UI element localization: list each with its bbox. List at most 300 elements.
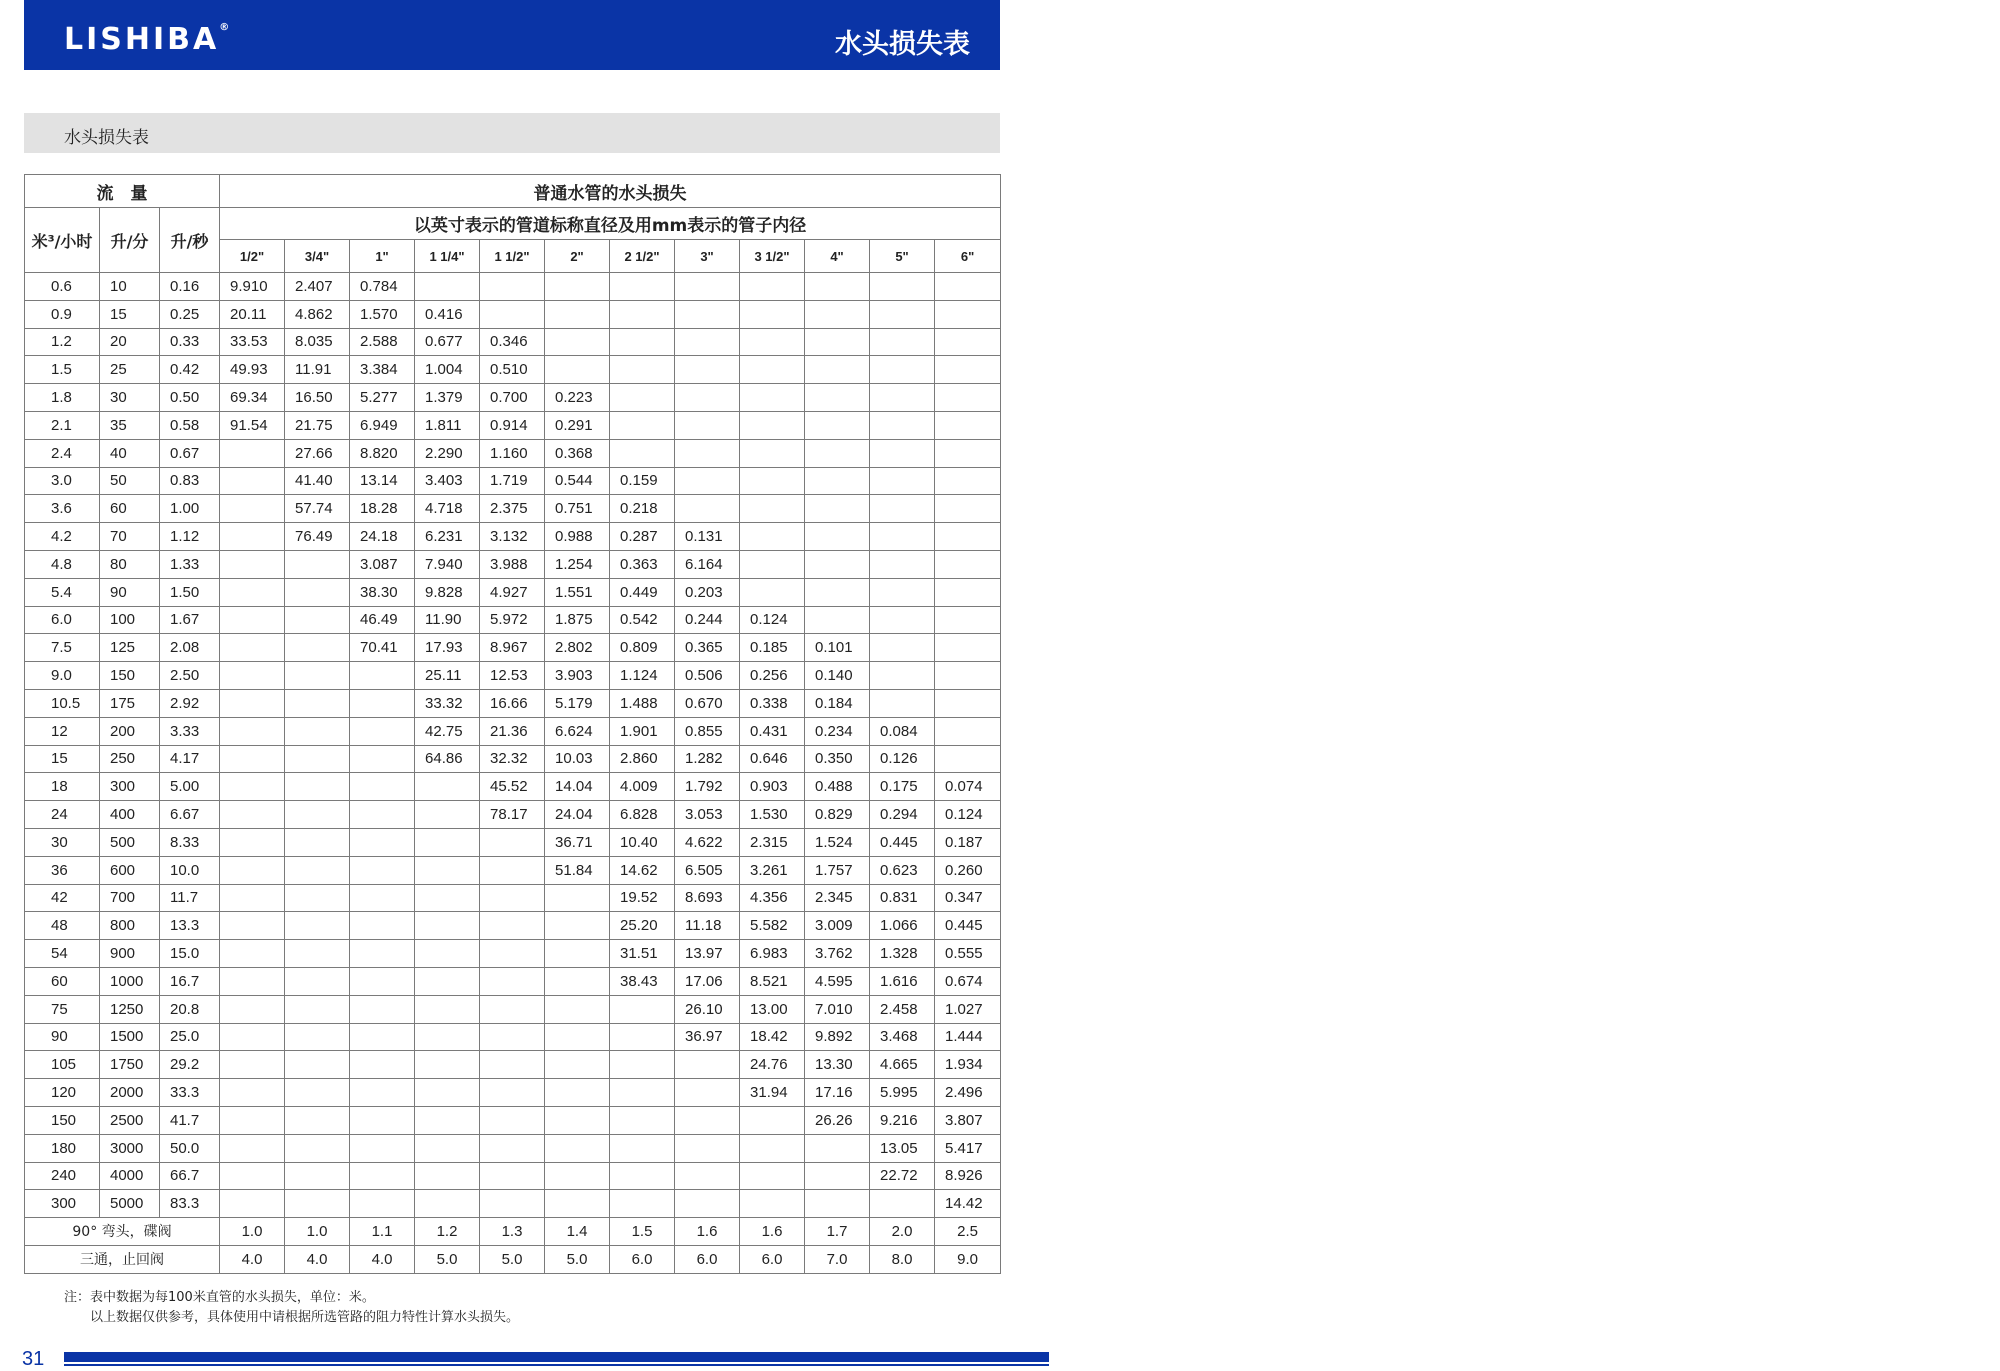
table-cell — [805, 328, 870, 356]
table-cell: 0.218 — [610, 495, 675, 523]
table-cell — [545, 328, 610, 356]
table-cell: 4.862 — [285, 300, 350, 328]
table-cell: 1000 — [100, 967, 160, 995]
table-cell — [220, 884, 285, 912]
table-cell: 0.101 — [805, 634, 870, 662]
table-cell — [675, 300, 740, 328]
fitting-value: 2.5 — [935, 1218, 1001, 1246]
table-cell: 6.983 — [740, 940, 805, 968]
table-cell — [935, 717, 1001, 745]
table-cell — [870, 1190, 935, 1218]
head-loss-table — [24, 174, 1001, 1274]
table-cell — [935, 300, 1001, 328]
table-cell — [480, 1162, 545, 1190]
table-cell — [415, 1162, 480, 1190]
table-cell: 18.28 — [350, 495, 415, 523]
table-cell — [415, 967, 480, 995]
table-cell — [285, 550, 350, 578]
table-cell — [610, 273, 675, 301]
table-cell: 0.50 — [160, 384, 220, 412]
table-row — [25, 745, 1001, 773]
table-cell — [935, 523, 1001, 551]
fitting-value: 8.0 — [870, 1245, 935, 1273]
table-cell: 15 — [25, 745, 100, 773]
unit-m3h-header: 米³/小时 — [25, 208, 100, 273]
table-cell — [740, 1134, 805, 1162]
table-cell: 100 — [100, 606, 160, 634]
table-cell — [220, 495, 285, 523]
table-cell: 1.551 — [545, 578, 610, 606]
table-cell: 11.7 — [160, 884, 220, 912]
table-cell: 0.365 — [675, 634, 740, 662]
table-cell: 150 — [25, 1106, 100, 1134]
table-cell: 120 — [25, 1079, 100, 1107]
table-cell — [935, 467, 1001, 495]
table-row — [25, 828, 1001, 856]
table-cell — [545, 884, 610, 912]
table-cell — [610, 384, 675, 412]
table-cell: 51.84 — [545, 856, 610, 884]
table-cell — [610, 328, 675, 356]
table-cell — [935, 273, 1001, 301]
fitting-value: 7.0 — [805, 1245, 870, 1273]
table-cell: 0.363 — [610, 550, 675, 578]
table-cell: 2.458 — [870, 995, 935, 1023]
table-cell — [285, 689, 350, 717]
table-cell — [415, 1106, 480, 1134]
table-cell: 0.431 — [740, 717, 805, 745]
table-cell: 1.792 — [675, 773, 740, 801]
table-row — [25, 1023, 1001, 1051]
table-cell: 0.988 — [545, 523, 610, 551]
table-cell: 1.524 — [805, 828, 870, 856]
table-cell: 3.807 — [935, 1106, 1001, 1134]
table-cell: 1.124 — [610, 662, 675, 690]
pipe-size-header: 5" — [870, 240, 935, 273]
table-cell: 0.347 — [935, 884, 1001, 912]
table-cell: 2.4 — [25, 439, 100, 467]
table-cell: 1.33 — [160, 550, 220, 578]
table-cell: 7.940 — [415, 550, 480, 578]
section-bar — [24, 113, 1000, 153]
table-cell — [675, 273, 740, 301]
table-cell: 0.829 — [805, 801, 870, 829]
table-cell: 4.356 — [740, 884, 805, 912]
table-cell: 9.828 — [415, 578, 480, 606]
table-cell: 0.510 — [480, 356, 545, 384]
table-cell: 2.92 — [160, 689, 220, 717]
pipe-size-header: 1 1/2" — [480, 240, 545, 273]
table-cell — [415, 1023, 480, 1051]
table-cell — [870, 328, 935, 356]
table-row — [25, 411, 1001, 439]
table-cell — [350, 1023, 415, 1051]
table-cell: 0.140 — [805, 662, 870, 690]
table-cell: 1.254 — [545, 550, 610, 578]
table-cell: 0.542 — [610, 606, 675, 634]
table-cell — [675, 467, 740, 495]
table-cell: 6.624 — [545, 717, 610, 745]
table-cell — [545, 1162, 610, 1190]
table-cell: 0.58 — [160, 411, 220, 439]
table-cell — [220, 940, 285, 968]
table-cell: 4.8 — [25, 550, 100, 578]
fitting-value: 1.5 — [610, 1218, 675, 1246]
table-cell — [220, 1190, 285, 1218]
table-cell: 36.71 — [545, 828, 610, 856]
table-cell: 33.3 — [160, 1079, 220, 1107]
table-cell — [805, 1190, 870, 1218]
table-cell: 0.42 — [160, 356, 220, 384]
table-cell: 0.674 — [935, 967, 1001, 995]
table-cell — [740, 1190, 805, 1218]
table-cell: 4000 — [100, 1162, 160, 1190]
table-cell: 0.368 — [545, 439, 610, 467]
table-cell — [610, 995, 675, 1023]
table-cell: 6.828 — [610, 801, 675, 829]
table-cell: 18 — [25, 773, 100, 801]
table-cell — [675, 1106, 740, 1134]
table-cell: 13.05 — [870, 1134, 935, 1162]
table-cell: 11.91 — [285, 356, 350, 384]
table-cell — [610, 1051, 675, 1079]
table-cell — [675, 1134, 740, 1162]
table-cell: 3.468 — [870, 1023, 935, 1051]
table-cell: 7.010 — [805, 995, 870, 1023]
table-cell — [285, 940, 350, 968]
table-cell — [805, 550, 870, 578]
table-cell — [285, 912, 350, 940]
table-cell: 33.32 — [415, 689, 480, 717]
table-cell — [805, 439, 870, 467]
table-cell — [870, 606, 935, 634]
table-cell: 0.903 — [740, 773, 805, 801]
table-cell — [350, 828, 415, 856]
table-cell: 0.084 — [870, 717, 935, 745]
table-cell — [220, 801, 285, 829]
table-cell — [285, 967, 350, 995]
table-cell — [350, 856, 415, 884]
table-cell — [415, 884, 480, 912]
table-cell: 33.53 — [220, 328, 285, 356]
table-cell — [610, 439, 675, 467]
table-cell: 0.449 — [610, 578, 675, 606]
table-cell: 0.67 — [160, 439, 220, 467]
table-cell: 2.345 — [805, 884, 870, 912]
table-cell — [350, 884, 415, 912]
table-cell — [220, 1079, 285, 1107]
table-cell — [675, 1079, 740, 1107]
fitting-value: 5.0 — [545, 1245, 610, 1273]
table-cell: 0.83 — [160, 467, 220, 495]
table-cell — [480, 884, 545, 912]
table-cell — [805, 300, 870, 328]
table-cell: 48 — [25, 912, 100, 940]
table-cell: 60 — [25, 967, 100, 995]
table-cell — [805, 578, 870, 606]
table-cell — [350, 745, 415, 773]
table-cell: 50 — [100, 467, 160, 495]
table-body — [25, 273, 1001, 1274]
table-row — [25, 801, 1001, 829]
table-cell — [285, 828, 350, 856]
table-cell: 5000 — [100, 1190, 160, 1218]
table-cell: 6.164 — [675, 550, 740, 578]
table-row — [25, 578, 1001, 606]
table-cell: 0.670 — [675, 689, 740, 717]
table-cell: 46.49 — [350, 606, 415, 634]
table-cell — [740, 550, 805, 578]
table-cell: 300 — [100, 773, 160, 801]
fitting-value: 1.1 — [350, 1218, 415, 1246]
table-cell — [675, 1190, 740, 1218]
table-cell: 20.11 — [220, 300, 285, 328]
table-cell: 0.184 — [805, 689, 870, 717]
table-cell: 0.33 — [160, 328, 220, 356]
table-cell: 4.927 — [480, 578, 545, 606]
table-cell: 2.588 — [350, 328, 415, 356]
table-cell: 12.53 — [480, 662, 545, 690]
table-cell: 36.97 — [675, 1023, 740, 1051]
table-cell: 70.41 — [350, 634, 415, 662]
pipe-size-subheader: 以英寸表示的管道标称直径及用mm表示的管子内径 — [220, 208, 1001, 240]
table-cell — [350, 1106, 415, 1134]
table-cell — [285, 856, 350, 884]
table-cell: 83.3 — [160, 1190, 220, 1218]
fitting-value: 6.0 — [740, 1245, 805, 1273]
table-cell — [870, 411, 935, 439]
table-cell: 0.074 — [935, 773, 1001, 801]
table-row — [25, 300, 1001, 328]
table-cell: 2.860 — [610, 745, 675, 773]
pipe-size-header: 1" — [350, 240, 415, 273]
fitting-value: 5.0 — [415, 1245, 480, 1273]
table-cell: 64.86 — [415, 745, 480, 773]
table-cell — [870, 689, 935, 717]
table-cell — [480, 912, 545, 940]
table-cell — [935, 689, 1001, 717]
table-cell — [740, 439, 805, 467]
table-cell: 1.5 — [25, 356, 100, 384]
table-cell — [220, 1051, 285, 1079]
table-cell: 15 — [100, 300, 160, 328]
table-cell: 500 — [100, 828, 160, 856]
table-cell: 180 — [25, 1134, 100, 1162]
table-cell — [350, 717, 415, 745]
table-cell — [935, 495, 1001, 523]
table-row — [25, 495, 1001, 523]
table-cell: 11.90 — [415, 606, 480, 634]
table-cell: 900 — [100, 940, 160, 968]
table-cell — [220, 745, 285, 773]
table-cell: 18.42 — [740, 1023, 805, 1051]
pipe-size-header: 6" — [935, 240, 1001, 273]
table-cell: 2.802 — [545, 634, 610, 662]
table-cell: 19.52 — [610, 884, 675, 912]
table-cell: 0.914 — [480, 411, 545, 439]
unit-ls-header: 升/秒 — [160, 208, 220, 273]
table-cell — [220, 912, 285, 940]
table-cell — [285, 1106, 350, 1134]
table-cell: 13.14 — [350, 467, 415, 495]
table-cell: 0.544 — [545, 467, 610, 495]
table-cell: 5.179 — [545, 689, 610, 717]
table-cell: 29.2 — [160, 1051, 220, 1079]
table-cell — [285, 606, 350, 634]
table-cell: 0.9 — [25, 300, 100, 328]
table-cell: 69.34 — [220, 384, 285, 412]
table-cell: 21.75 — [285, 411, 350, 439]
table-cell: 16.7 — [160, 967, 220, 995]
table-cell — [610, 356, 675, 384]
table-cell — [870, 300, 935, 328]
table-cell: 1.004 — [415, 356, 480, 384]
table-cell: 0.159 — [610, 467, 675, 495]
note-line-1: 注：表中数据为每100米直管的水头损失，单位：米。 — [64, 1290, 375, 1305]
table-cell — [220, 662, 285, 690]
table-cell — [415, 940, 480, 968]
table-cell: 0.124 — [935, 801, 1001, 829]
table-cell: 6.505 — [675, 856, 740, 884]
table-row — [25, 384, 1001, 412]
table-cell: 90 — [100, 578, 160, 606]
table-row — [25, 912, 1001, 940]
table-cell: 1.67 — [160, 606, 220, 634]
table-cell: 17.06 — [675, 967, 740, 995]
table-cell: 6.231 — [415, 523, 480, 551]
table-cell: 3000 — [100, 1134, 160, 1162]
table-cell — [285, 634, 350, 662]
table-cell: 1.875 — [545, 606, 610, 634]
table-row — [25, 328, 1001, 356]
table-cell: 7.5 — [25, 634, 100, 662]
table-cell: 31.94 — [740, 1079, 805, 1107]
table-cell — [480, 1106, 545, 1134]
fitting-value: 9.0 — [935, 1245, 1001, 1273]
table-cell: 1.570 — [350, 300, 415, 328]
table-cell: 9.0 — [25, 662, 100, 690]
table-cell — [480, 1051, 545, 1079]
table-cell: 76.49 — [285, 523, 350, 551]
table-cell — [350, 967, 415, 995]
table-cell: 2.290 — [415, 439, 480, 467]
table-cell — [220, 828, 285, 856]
table-cell — [740, 1162, 805, 1190]
logo-text: LISHIBA — [64, 22, 220, 57]
fitting-value: 5.0 — [480, 1245, 545, 1273]
table-row — [25, 773, 1001, 801]
table-cell: 25.20 — [610, 912, 675, 940]
table-cell: 25.0 — [160, 1023, 220, 1051]
head-loss-header: 普通水管的水头损失 — [220, 175, 1001, 208]
table-row — [25, 856, 1001, 884]
table-cell: 14.04 — [545, 773, 610, 801]
table-cell: 35 — [100, 411, 160, 439]
table-cell: 2.08 — [160, 634, 220, 662]
table-cell — [740, 523, 805, 551]
fitting-label: 三通，止回阀 — [25, 1245, 220, 1273]
table-cell: 3.762 — [805, 940, 870, 968]
table-cell: 70 — [100, 523, 160, 551]
table-cell — [870, 273, 935, 301]
table-cell — [870, 662, 935, 690]
table-cell: 15.0 — [160, 940, 220, 968]
table-cell: 150 — [100, 662, 160, 690]
table-cell — [545, 1134, 610, 1162]
table-cell — [805, 384, 870, 412]
table-cell — [545, 1079, 610, 1107]
table-cell — [805, 411, 870, 439]
table-cell: 13.30 — [805, 1051, 870, 1079]
table-cell: 40 — [100, 439, 160, 467]
fitting-value: 1.6 — [675, 1218, 740, 1246]
flow-header: 流 量 — [25, 175, 220, 208]
registered-mark: ® — [219, 22, 230, 33]
table-cell: 0.346 — [480, 328, 545, 356]
table-cell — [935, 578, 1001, 606]
table-cell: 0.488 — [805, 773, 870, 801]
table-cell: 9.910 — [220, 273, 285, 301]
table-cell — [350, 912, 415, 940]
table-cell: 1.719 — [480, 467, 545, 495]
fitting-value: 1.3 — [480, 1218, 545, 1246]
table-cell: 16.50 — [285, 384, 350, 412]
table-cell — [870, 439, 935, 467]
table-cell: 3.384 — [350, 356, 415, 384]
table-row — [25, 606, 1001, 634]
table-cell: 26.26 — [805, 1106, 870, 1134]
table-cell: 0.751 — [545, 495, 610, 523]
table-cell — [480, 300, 545, 328]
fitting-value: 1.4 — [545, 1218, 610, 1246]
table-cell — [220, 995, 285, 1023]
table-cell — [740, 300, 805, 328]
table-cell: 1.066 — [870, 912, 935, 940]
table-cell — [415, 912, 480, 940]
table-cell: 8.035 — [285, 328, 350, 356]
table-cell: 125 — [100, 634, 160, 662]
table-cell: 1.160 — [480, 439, 545, 467]
pipe-size-header: 1 1/4" — [415, 240, 480, 273]
table-cell — [220, 1106, 285, 1134]
table-cell: 0.338 — [740, 689, 805, 717]
table-cell — [545, 273, 610, 301]
section-label: 水头损失表 — [64, 128, 149, 148]
table-cell: 36 — [25, 856, 100, 884]
table-cell: 1.488 — [610, 689, 675, 717]
table-cell — [220, 1162, 285, 1190]
table-cell — [935, 634, 1001, 662]
pipe-size-header: 3 1/2" — [740, 240, 805, 273]
table-cell — [415, 856, 480, 884]
table-cell: 0.855 — [675, 717, 740, 745]
table-cell: 0.809 — [610, 634, 675, 662]
table-cell: 24.04 — [545, 801, 610, 829]
fitting-value: 6.0 — [675, 1245, 740, 1273]
table-cell: 20 — [100, 328, 160, 356]
table-cell: 50.0 — [160, 1134, 220, 1162]
table-cell — [935, 328, 1001, 356]
table-cell: 2.496 — [935, 1079, 1001, 1107]
table-cell: 57.74 — [285, 495, 350, 523]
table-cell: 4.665 — [870, 1051, 935, 1079]
table-cell: 45.52 — [480, 773, 545, 801]
table-cell — [220, 773, 285, 801]
table-row — [25, 467, 1001, 495]
table-cell — [220, 856, 285, 884]
table-cell: 800 — [100, 912, 160, 940]
fitting-label: 90° 弯头，碟阀 — [25, 1218, 220, 1246]
